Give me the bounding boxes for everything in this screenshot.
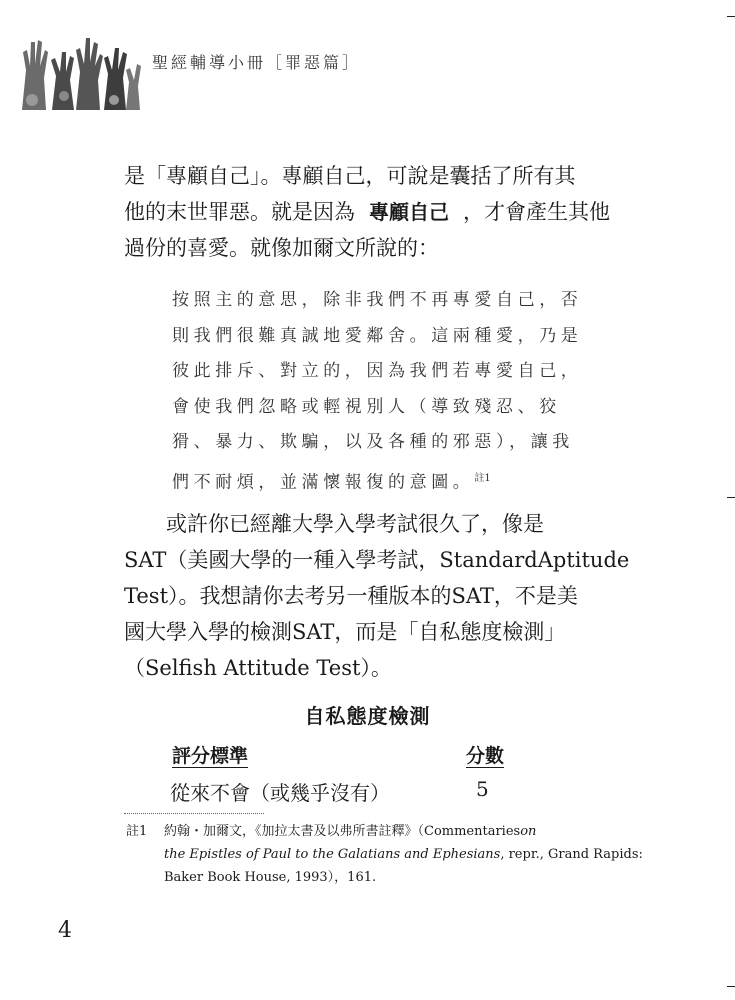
- footnote-marker: 註1: [126, 824, 148, 839]
- crop-mark-bottom-right: [727, 986, 735, 987]
- quote-text: 們不耐煩，並滿懷報復的意圖。: [172, 472, 475, 493]
- footnote-line-2: [164, 843, 643, 866]
- quote-line: 會使我們忽略或輕視別人（導致殘忍、狡: [172, 396, 561, 417]
- paragraph-1-line-2: [124, 194, 610, 230]
- running-head: 聖經輔導小冊［罪惡篇］: [152, 53, 362, 72]
- test-title: 自私態度檢測: [304, 704, 431, 728]
- text-line: 是「專顧自己」。專顧自己，可說是囊括了所有其: [124, 164, 576, 188]
- text-run: SAT（美國大學的一種入學考試，Standard: [124, 548, 538, 572]
- footnote-body: [164, 820, 643, 889]
- paragraph-2-line-5: （Selfish Attitude Test）。: [124, 656, 392, 680]
- crop-mark-mid-right: [727, 497, 735, 498]
- text-run: ，才會產生其他: [463, 200, 610, 224]
- footnote-line-1: [164, 820, 610, 843]
- quote-line-last: [172, 461, 582, 501]
- quote-line: 則我們很難真誠地愛鄰舍。這兩種愛，乃是: [172, 325, 583, 346]
- footnote-line-3: Baker Book House, 1993），161.: [164, 870, 377, 885]
- text-run: 他的末世罪惡。就是因為: [124, 200, 355, 224]
- paragraph-2-line-3: Test）。我想請你去考另一種版本的SAT，不是美: [124, 584, 578, 608]
- quote-line: 彼此排斥、對立的，因為我們若專愛自己，: [172, 361, 583, 381]
- score-header: 分數: [466, 745, 505, 767]
- quote-line: 猾、暴力、欺騙，以及各種的邪惡），讓我: [172, 432, 574, 452]
- criteria-header: 評分標準: [172, 745, 249, 767]
- block-quote: [172, 283, 582, 501]
- page-number: 4: [58, 918, 72, 943]
- footnote-divider: [124, 813, 264, 814]
- crop-mark-top-right: [727, 16, 735, 17]
- text-run: on: [520, 824, 537, 839]
- book-title: the Epistles of Paul to the Galatians and Ephesians: [164, 847, 501, 862]
- paragraph-2-line-1: 或許你已經離大學入學考試很久了，像是: [166, 512, 544, 536]
- text-run: Aptitude: [537, 548, 630, 572]
- paragraph-1-line-3: 過份的喜愛。就像加爾文所說的：: [124, 236, 439, 260]
- paragraph-1-line-1: [124, 158, 610, 194]
- footnote: [126, 820, 643, 889]
- paragraph-2: [124, 506, 630, 686]
- paragraph-2-line-4: 國大學入學的檢測SAT，而是「自私態度檢測」: [124, 620, 566, 644]
- emphasis-text: 專顧自己: [369, 200, 449, 224]
- paragraph-1: [124, 158, 610, 266]
- criteria-label: 從來不會（或幾乎沒有）: [170, 781, 390, 805]
- paragraph-2-line-2: [124, 542, 630, 578]
- quote-line: 按照主的意思，除非我們不再專愛自己，否: [172, 290, 583, 310]
- text-run: 約翰・加爾文，《加拉太書及以弗所書註釋》（Commentaries: [164, 824, 521, 839]
- raised-hands-icon: [18, 30, 146, 112]
- footnote-reference: 註1: [474, 472, 491, 484]
- text-run: , repr., Grand Rapids:: [500, 847, 643, 862]
- score-value: 5: [476, 777, 489, 801]
